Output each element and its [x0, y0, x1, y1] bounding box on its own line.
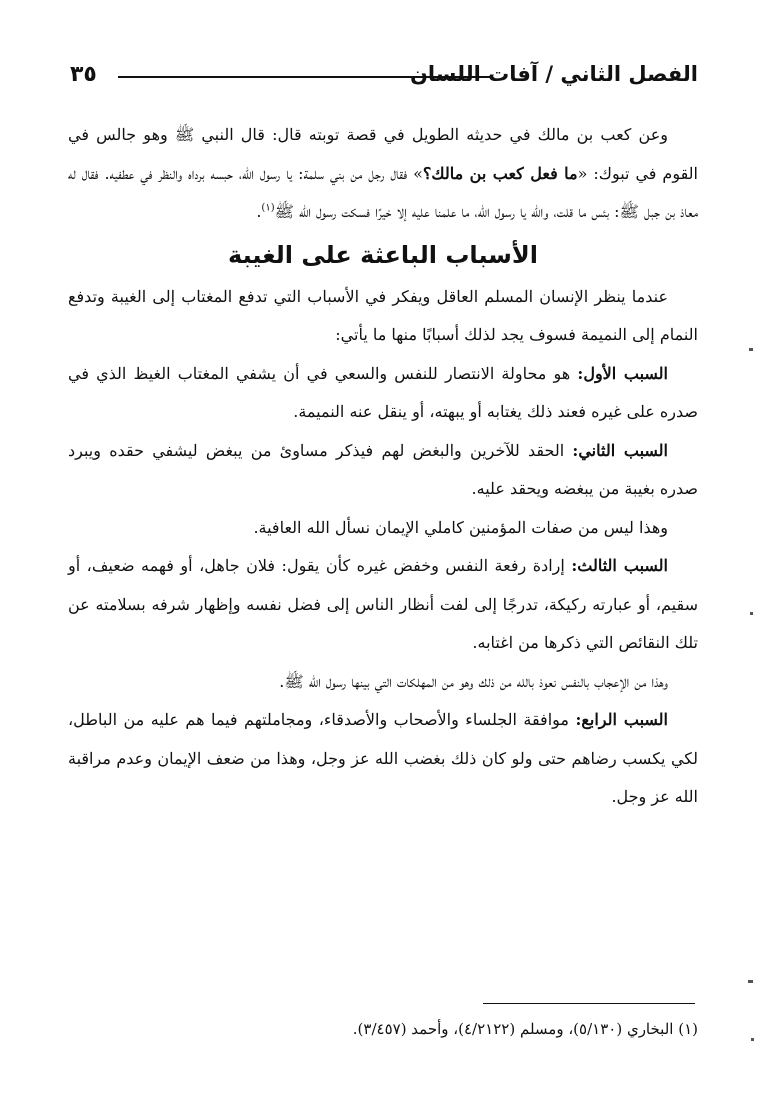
paragraph-note-1: وهذا ليس من صفات المؤمنين كاملي الإيمان نسأل الله العافية. [253, 517, 668, 537]
footnote-ref: (١) [261, 202, 275, 214]
paragraph-note-2: وهذا من الإعجاب بالنفس نعوذ بالله من ذلك وهو من المهلكات التي بينها رسول الله ﷺ. [279, 671, 668, 691]
intro-text-cont: » فقال رجل من بني سلمة: يا رسول الله، حبسه برداه والنظر في عطفيه. فقال له معاذ بن جبل ﷺ: بئس ما قلت، والله يا رسول الله، ما علمنا عليه إلا خيرًا فسكت رسول الله ﷺ [68, 163, 698, 221]
page-body [68, 116, 698, 817]
reason-3 [68, 547, 698, 663]
intro-end: . [256, 202, 262, 221]
reason-3-label: السبب الثالث: [571, 556, 669, 575]
intro-paragraph [68, 116, 698, 232]
intro-quote: ما فعل كعب بن مالك؟ [422, 163, 578, 183]
section-heading: الأسباب الباعثة على الغيبة [228, 240, 538, 269]
reason-4 [68, 701, 698, 817]
reason-4-text: موافقة الجلساء والأصحاب والأصدقاء، ومجاملتهم فيما هم عليه من الباطل، لكي يكسب رضاهم حتى ولو كان ذلك بغضب الله عز وجل، وهذا من ضعف الإيمان وعدم مراقبة الله عز وجل. [68, 710, 698, 806]
reason-2-text: الحقد للآخرين والبغض لهم فيذكر مساوئ من يبغض ليشفي حقده ويبرد صدره بغيبة من يبغضه ويحقد عليه. [68, 440, 698, 498]
reason-2 [68, 432, 698, 509]
footnote-divider [483, 1003, 695, 1004]
page-header [70, 58, 698, 94]
page-number: ٣٥ [70, 62, 97, 87]
reason-3-text: إرادة رفعة النفس وخفض غيره كأن يقول: فلان جاهل، أو فهمه ضعيف، أو سقيم، أو عبارته ركيكة، تدرجًا إلى لفت أنظار الناس إلى فضل نفسه وإظهار شرفه بسلامته عن تلك النقائص التي ذكرها من اغتابه. [68, 556, 698, 652]
paragraph-intro: عندما ينظر الإنسان المسلم العاقل ويفكر في الأسباب التي تدفع المغتاب إلى الغيبة وتدفع النمام إلى النميمة فسوف يجد لذلك أسبابًا منها ما يأتي: [68, 286, 698, 344]
scan-mark [750, 612, 753, 615]
reason-1 [68, 355, 698, 432]
scan-mark [748, 980, 753, 983]
header-rule [118, 76, 492, 78]
reason-1-label: السبب الأول: [577, 363, 669, 383]
chapter-title: الفصل الثاني / آفات اللسان [410, 62, 698, 86]
scan-mark [751, 1038, 754, 1041]
intro-text: وعن كعب بن مالك في حديثه الطويل في قصة توبته قال: قال النبي ﷺ وهو جالس في القوم في تبوك: « [68, 125, 699, 183]
reason-2-label: السبب الثاني: [572, 440, 668, 460]
reason-4-label: السبب الرابع: [575, 710, 669, 729]
scan-mark [749, 348, 753, 351]
footnote: (١) البخاري (٥/١٣٠)، ومسلم (٤/٢١٢٢)، وأحمد (٣/٤٥٧). [352, 1020, 698, 1038]
reason-1-text: هو محاولة الانتصار للنفس والسعي في أن يشفي المغتاب الغيظ الذي في صدره على غيره فعند ذلك يغتابه أو يبهته، أو ينقل عنه النميمة. [68, 363, 698, 421]
